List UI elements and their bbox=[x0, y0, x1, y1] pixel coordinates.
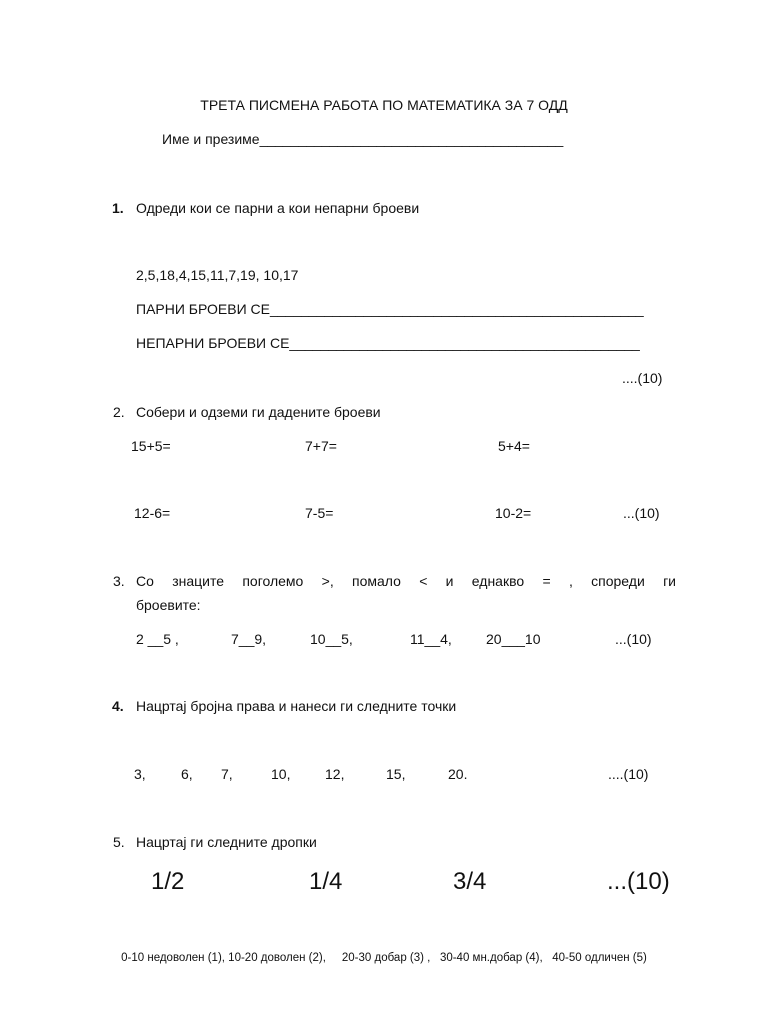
q3-pair-4: 11__4, bbox=[410, 631, 452, 647]
q4-point-3: 7, bbox=[221, 766, 233, 782]
q1-numbers: 2,5,18,4,15,11,7,19, 10,17 bbox=[136, 267, 299, 283]
grading-scale: 0-10 недоволен (1), 10-20 доволен (2), 20-30 добар (3) , 30-40 мн.добар (4), 40-50 одличен (5) bbox=[121, 952, 647, 964]
q3-prompt-line-2: броевите: bbox=[136, 597, 201, 613]
q4-prompt: Нацртај бројна права и нанеси ги следните точки bbox=[136, 698, 457, 714]
q2-expr-1: 15+5= bbox=[131, 438, 171, 454]
q3-pair-5: 20___10 bbox=[486, 631, 541, 647]
q4-point-6: 15, bbox=[386, 766, 406, 782]
q3-pair-3: 10__5, bbox=[310, 631, 353, 647]
q3-number: 3. bbox=[113, 573, 125, 589]
q5-number: 5. bbox=[113, 834, 125, 850]
q4-points: ....(10) bbox=[608, 766, 649, 782]
q2-number: 2. bbox=[113, 404, 125, 420]
q4-point-2: 6, bbox=[181, 766, 193, 782]
q2-expr-2: 7+7= bbox=[305, 438, 337, 454]
q4-point-7: 20. bbox=[448, 766, 468, 782]
q2-expr-4: 12-6= bbox=[134, 505, 171, 521]
q2-expr-3: 5+4= bbox=[498, 438, 530, 454]
q2-prompt: Собери и одземи ги дадените броеви bbox=[136, 404, 381, 420]
q5-fraction-2: 1/4 bbox=[309, 868, 343, 895]
q1-points: ....(10) bbox=[622, 370, 663, 386]
q1-prompt: Одреди кои се парни а кои непарни броеви bbox=[136, 200, 420, 216]
q4-point-5: 12, bbox=[325, 766, 345, 782]
q3-pair-2: 7__9, bbox=[231, 631, 267, 647]
q4-point-1: 3, bbox=[134, 766, 146, 782]
q2-expr-5: 7-5= bbox=[305, 505, 334, 521]
q1-even-line: ПАРНИ БРОЕВИ СЕ________________________________________________ bbox=[136, 301, 644, 317]
q2-points: ...(10) bbox=[623, 505, 660, 521]
q1-odd-line: НЕПАРНИ БРОЕВИ СЕ_____________________________________________ bbox=[136, 335, 640, 351]
q5-points: ...(10) bbox=[607, 868, 670, 895]
q5-fraction-1: 1/2 bbox=[151, 868, 185, 895]
page-title: ТРЕТА ПИСМЕНА РАБОТА ПО МАТЕМАТИКА ЗА 7 ОДД bbox=[200, 97, 568, 113]
q3-points: ...(10) bbox=[615, 631, 652, 647]
q2-expr-6: 10-2= bbox=[495, 505, 532, 521]
q1-number: 1. bbox=[112, 200, 124, 216]
q4-point-4: 10, bbox=[271, 766, 291, 782]
name-field-label: Име и презиме_______________________________________ bbox=[162, 131, 564, 147]
q4-number: 4. bbox=[112, 698, 124, 714]
q5-fraction-3: 3/4 bbox=[453, 868, 487, 895]
q3-pair-1: 2 __5 , bbox=[136, 631, 179, 647]
q3-prompt-line-1: Со знаците поголемо >, помало < и еднакво = , спореди ги bbox=[136, 573, 676, 589]
q5-prompt: Нацртај ги следните дропки bbox=[136, 834, 317, 850]
